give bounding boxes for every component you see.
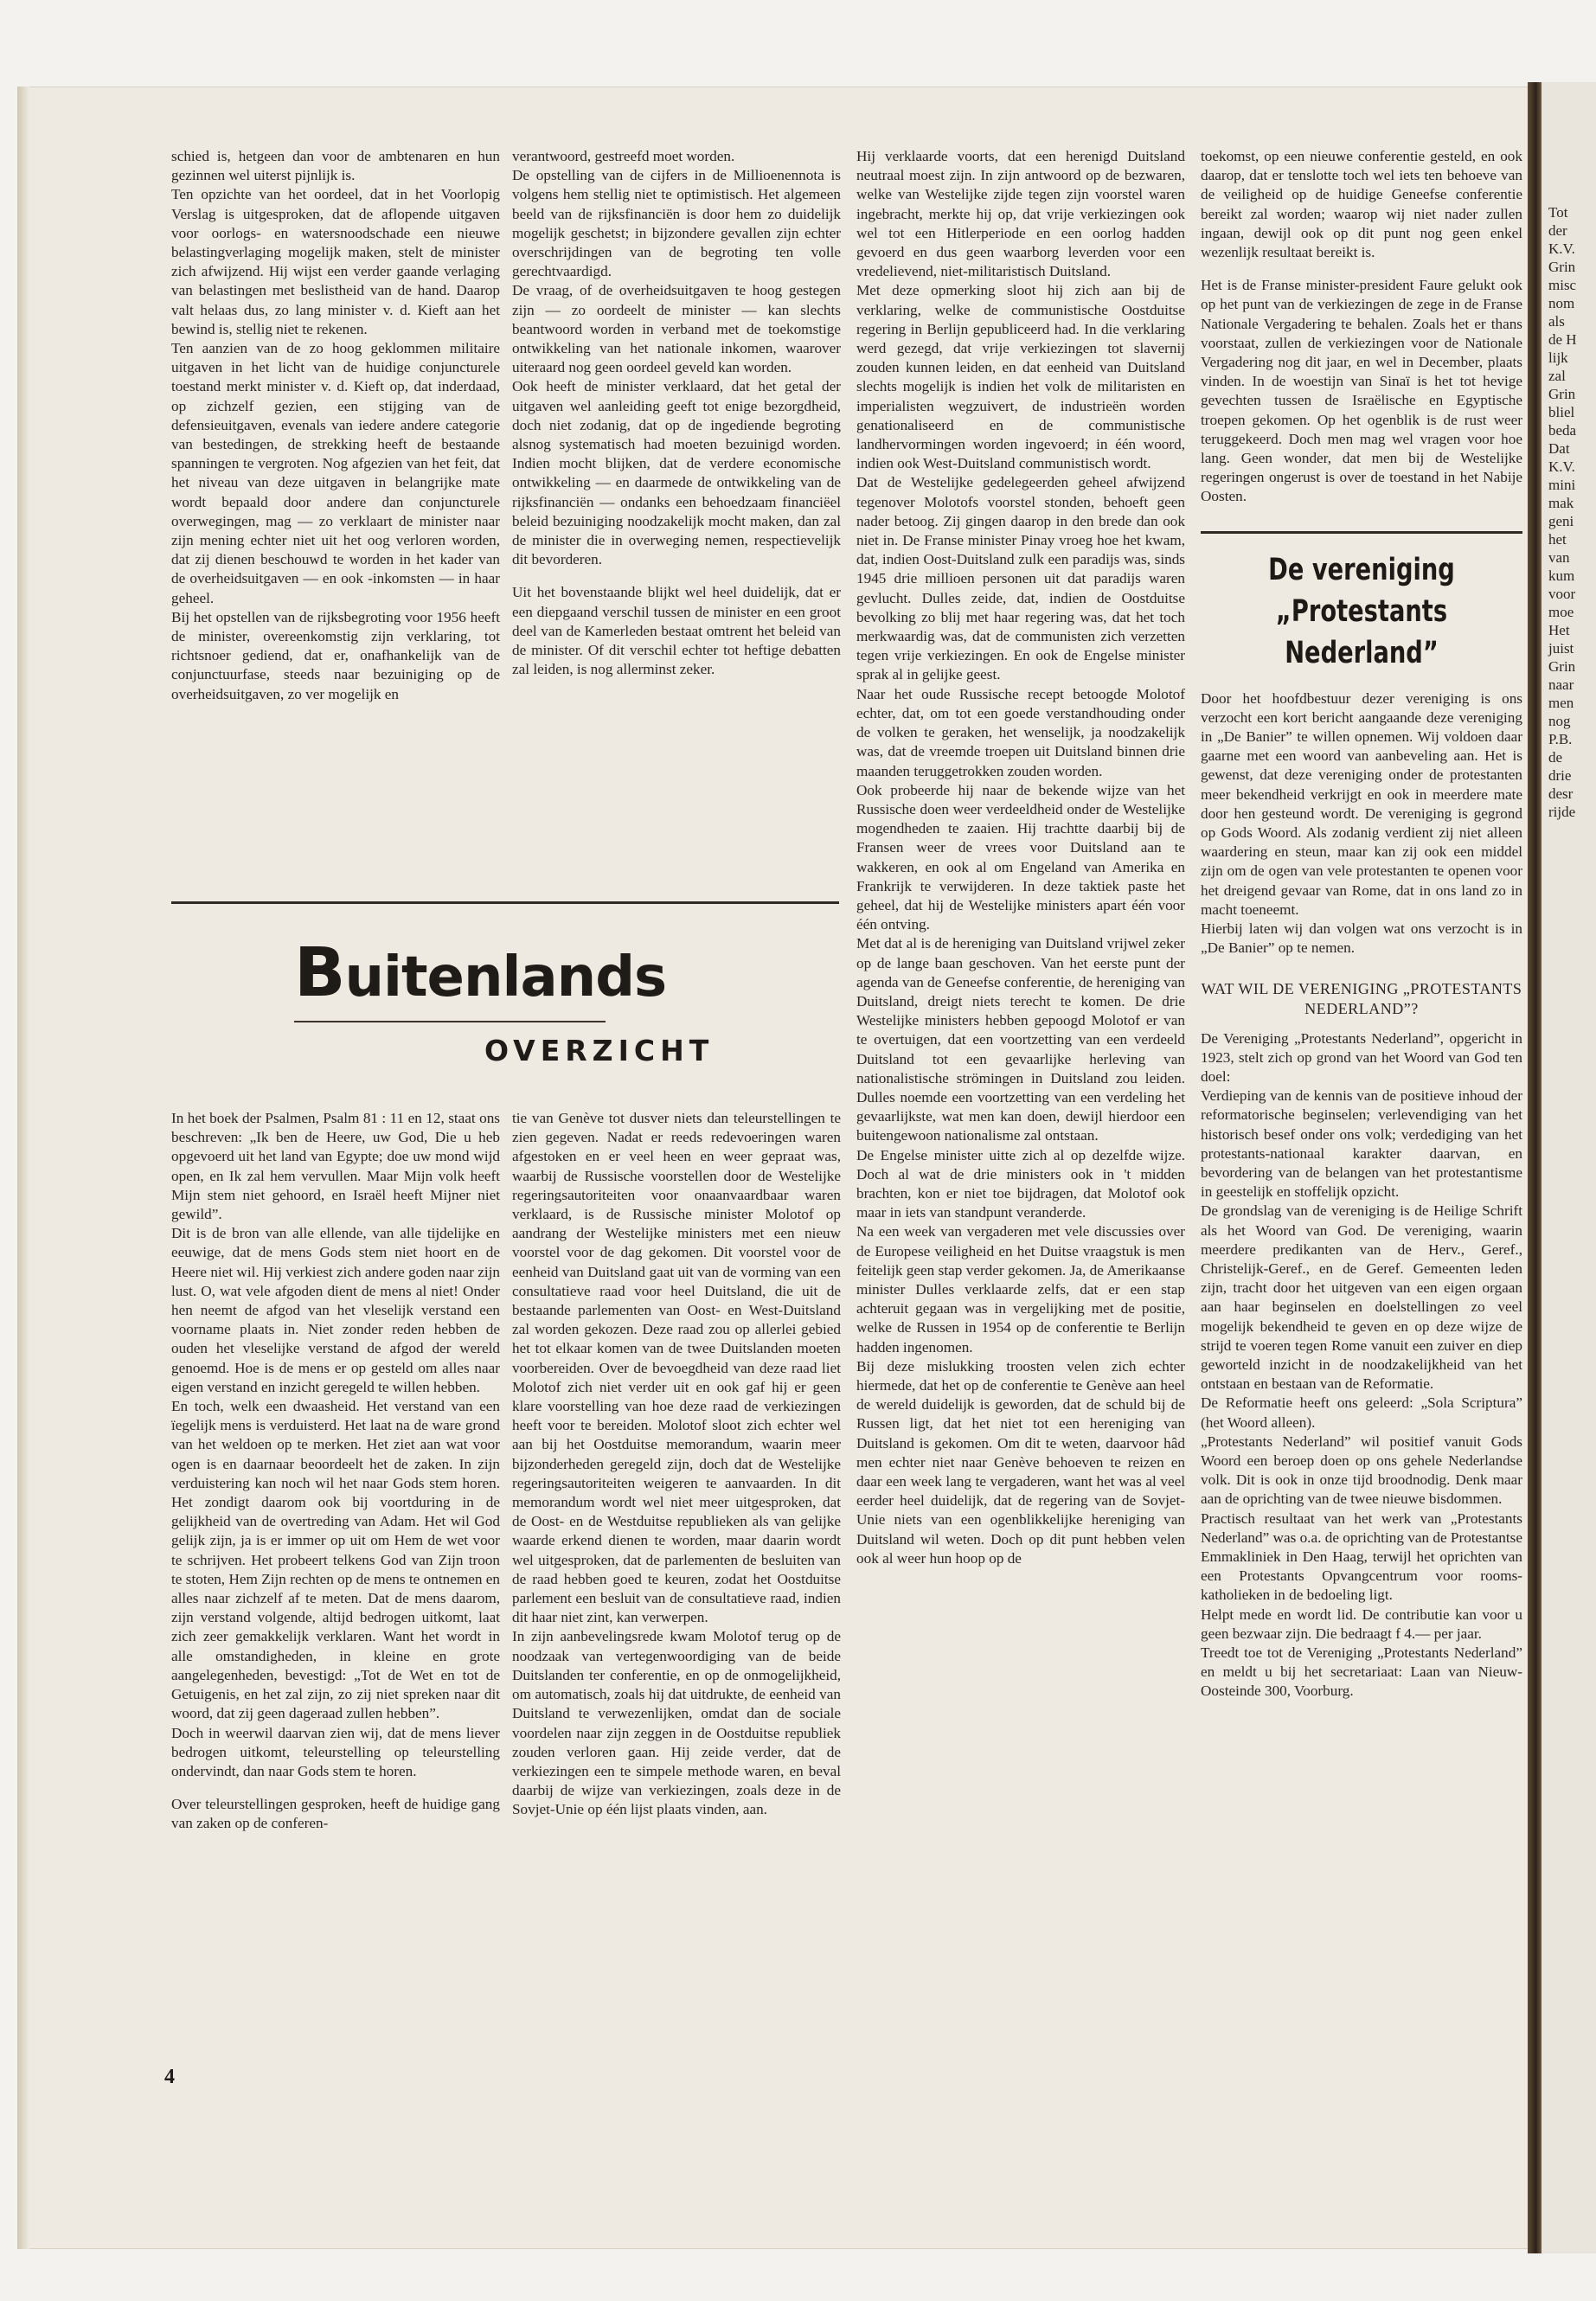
next-page-fragment: K.V. xyxy=(1548,240,1575,257)
next-page-fragment: beda xyxy=(1548,422,1577,439)
next-page-fragment: geni xyxy=(1548,513,1574,529)
article-body xyxy=(1201,1029,1522,1702)
paragraph: Helpt mede en wordt lid. De contributie kan voor u geen bezwaar zijn. Die bedraagt f 4.— per jaar. xyxy=(1201,1606,1522,1642)
next-page-fragment: men xyxy=(1548,695,1574,711)
paragraph: De Reformatie heeft ons geleerd: „Sola Scriptura” (het Woord alleen). xyxy=(1201,1394,1522,1431)
paragraph: verantwoord, gestreefd moet worden. xyxy=(512,148,735,164)
paragraph: Uit het bovenstaande blijkt wel heel duidelijk, dat er een diepgaand verschil tussen de minister en een groot deel van de Kamerleden bestaat omtrent het beleid van de minister. Of dit verschil echter tot heftige debatten zal leiden, is nog allerminst zeker. xyxy=(512,584,841,678)
paragraph: Bij deze mislukking troosten velen zich echter hiermede, dat het op de conferentie te Genève aan heel de wereld duidelijk is geworden, dat de schuld bij de Russen ligt, dat het niet tot een hereniging van Duitsland is gekomen. Om dit te weten, daarvoor hâd men echter niet naar Genève behoeven te reizen en daar een week lang te vergaderen, want het was al veel eerder heel duidelijk, dat de regering van de Sovjet-Unie niets van een ogenblikkelijke hereniging van Duitsland wil weten. Doch op dit punt hebben velen ook al weer hun hoop op de xyxy=(856,1357,1185,1567)
next-page-fragment: mak xyxy=(1548,495,1574,511)
paragraph: Practisch resultaat van het werk van „Protestants Nederland” was o.a. de oprichting van de Protestantse Emmakliniek in Den Haag, terwijl het oprichten van een Protestants Opvangcentrum voor rooms-katholieken in de bedoeling ligt. xyxy=(1201,1509,1522,1604)
next-page-fragment: desr xyxy=(1548,785,1574,802)
next-page-fragment: Tot xyxy=(1548,204,1568,221)
next-page-fragment: als xyxy=(1548,313,1565,330)
next-page-fragment: nom xyxy=(1548,295,1575,311)
section-title-initial: B xyxy=(294,934,345,1012)
next-page-fragment: juist xyxy=(1548,640,1574,657)
next-page-fragment: misc xyxy=(1548,277,1577,293)
paragraph: Na een week van vergaderen met vele discussies over de Europese veiligheid en het Duitse vraagstuk is men feitelijk geen stap verder gekomen. Ja, de Amerikaanse minister Dulles verklaarde zelfs, dat er een stap achteruit gegaan was in vergelijking met de positie, welke de Russen in 1954 op de conferentie te Berlijn hadden ingenomen. xyxy=(856,1223,1185,1356)
section-subtitle: OVERZICHT xyxy=(484,1034,715,1067)
section-title-rest: uitenlands xyxy=(344,945,667,1009)
paragraph: Door het hoofdbestuur dezer vereniging is ons verzocht een kort bericht aangaande deze vereniging in „De Banier” te willen opnemen. Wij voldoen daar gaarne met een woord van aanbeveling aan. Het is gewenst, dat deze vereniging onder de protestanten meer bekendheid verkrijgt en ook in meerdere mate door hen gesteund wordt. De vereniging is gegrond op Gods Woord. Als zodanig verdient zij niet alleen waardering en steun, maar kan zij ook een middel zijn om de ogen van vele protestanten te openen voor het dreigend gevaar van Rome, dat in ons land zo in macht toeneemt. xyxy=(1201,689,1522,918)
paragraph: Verdieping van de kennis van de positieve inhoud der reformatorische beginselen; verlevendiging van het historisch besef onder ons volk; verdediging van het protestants-nationaal karakter daarvan, en bevordering van de belangen van het protestantisme in geestelijk en stoffelijk opzicht. xyxy=(1201,1087,1522,1201)
paragraph: Dit is de bron van alle ellende, van alle tijdelijke en eeuwige, dat de mens Gods stem niet hoort en de Heere niet wil. Hij verkiest zich andere goden naar zijn lust. O, wat vele afgoden dient de mens al niet! Onder hen neemt de afgod van het vleselijk verstand een voorname plaats in. Niet zonder reden hebben de ouden het vleselijke verstand de afgod der wereld genoemd. Hoe is de mens er op gesteld om alles naar eigen verstand en inzicht geregeld te willen hebben. xyxy=(171,1225,500,1395)
paragraph: In het boek der Psalmen, Psalm 81 : 11 en 12, staat ons beschreven: „Ik ben de Heere, uw God, Die u heb opgevoerd uit het land van Egypte; doe uw mond wijd open, en Ik zal hem vervullen. Maar Mijn volk heeft Mijn stem niet gehoord, en Israël heeft Mijner niet gewild”. xyxy=(171,1110,500,1223)
next-page-fragment: kum xyxy=(1548,567,1575,584)
next-page-fragment: P.B. xyxy=(1548,731,1573,747)
paragraph: Ook probeerde hij naar de bekende wijze van het Russische doen weer verdeeldheid onder de Westelijke mogendheden te zaaien. Hij trachtte daarbij bij de Fransen weer de vrees voor Duitsland aan te wakkeren, en ook al om Engeland van Amerika en Frankrijk te verwijderen. In deze taktiek paste het geheel, dat hij de Westelijke ministers apart één voor één ontving. xyxy=(856,781,1185,933)
paragraph: Met deze opmerking sloot hij zich aan bij de verklaring, welke de communistische Oostduitse regering in Berlijn gepubliceerd had. In die verklaring werd gezegd, dat vrije verkiezingen tot slavernij zouden kunnen leiden, en dat eenheid van Duitsland slechts mogelijk is indien het volk de militaristen en imperialisten wegzuivert, de industrieën worden genationaliseerd en de communistische landhervormingen worden ingevoerd; in één woord, indien ook West-Duitsland communistisch wordt. xyxy=(856,282,1185,472)
paragraph: De Vereniging „Protestants Nederland”, opgericht in 1923, stelt zich op grond van het Woord van God ten doel: xyxy=(1201,1029,1522,1085)
title-underline xyxy=(294,1021,606,1022)
next-page-fragment: Grin xyxy=(1548,658,1576,675)
paragraph: toekomst, op een nieuwe conferentie gesteld, en ook daarop, dat er tenslotte toch wel iets ten behoeve van de veiligheid op de huidige Geneefse conferentie bereikt zal worden; waarop wij niet nader zullen ingaan, dewijl ook op dit punt nog geen enkel wezenlijk resultaat bereikt is. xyxy=(1201,148,1522,261)
next-page-fragment: de xyxy=(1548,749,1563,766)
top-column-1 xyxy=(171,147,500,704)
article-title: De vereniging „Protestants Nederland” xyxy=(1268,552,1455,670)
paragraph: Ook heeft de minister verklaard, dat het getal der uitgaven wel aanleiding geeft tot enige bezorgdheid, doch niet zodanig, dat op de ingediende begroting alsnog systematisch had moeten bezuinigd worden. Indien mocht blijken, dat de verdere economische ontwikkeling — en daarmede de ontwikkeling van de rijksfinanciën — ondanks een behoedzaam financiëel beleid bezuiniging noodzakelijk mocht maken, dan zal de minister die in overweging nemen, respectievelijk dit bevorderen. xyxy=(512,378,841,568)
book-binding xyxy=(1528,82,1542,2253)
column-3 xyxy=(856,147,1185,1568)
bottom-column-2 xyxy=(512,1109,841,1820)
column-4-intro xyxy=(1201,147,1522,507)
paragraph: In zijn aanbevelingsrede kwam Molotof terug op de noodzaak van vertegenwoordiging van de beide Duitslanden ter conferentie, en op de onmogelijkheid, om automatisch, zoals hij dat uitdrukte, de eenheid van Duitsland te verwezenlijken, omdat dan de sociale voordelen naar zijn zeggen in de Oostduitse republiek zouden verloren gaan. Hij zeide verder, dat de verkiezingen een te simpele methode waren, en beval daarbij de wijze van verkiezingen, zoals deze in de Sovjet-Unie op één lijst plaats vinden, aan. xyxy=(512,1628,841,1818)
paragraph: Hij verklaarde voorts, dat een herenigd Duitsland neutraal moest zijn. In zijn antwoord op de bezwaren, welke van Westelijke zijde tegen zijn voorstel waren ingebracht, merkte hij op, dat vrije verkiezingen ook wel tot een Hitlerperiode en een oorlog hadden gevoerd en dus geen waarborg leverden voor een vredelievend, niet-militaristisch Duitsland. xyxy=(856,148,1185,280)
next-page-fragment: lijk xyxy=(1548,349,1568,366)
paragraph: Het is de Franse minister-president Faure gelukt ook op het punt van de verkiezingen de zege in de Franse Nationale Vergadering te behalen. Zoals het er thans voorstaat, zullen de verkiezingen voor de Nationale Vergadering nog dit jaar, en wel in December, plaats vinden. In de woestijn van Sinaï is het tot hevige gevechten tussen de Israëlische en Egyptische troepen gekomen. Op het ogenblik is de rust weer teruggekeerd. Doch men mag wel vragen voor hoe lang. Geen wonder, dat men bij de Westelijke regeringen ongerust is over de toestand in het Nabije Oosten. xyxy=(1201,277,1522,505)
paragraph: De grondslag van de vereniging is de Heilige Schrift als het Woord van God. De vereniging, waarin meerdere predikanten van de Herv., Geref., Christelijk-Geref., en de Geref. Gemeenten leden zijn, tracht door het uitgeven van een eigen orgaan aan haar beginselen en doelstellingen zo veel mogelijk bekendheid te geven en op deze wijze de strijd te voeren tegen Rome vanuit een zuiver en diep geworteld inzicht in de noodzakelijkheid van het ontstaan en bestaan van de Reformatie. xyxy=(1201,1202,1522,1393)
paragraph: Doch in weerwil daarvan zien wij, dat de mens liever bedrogen uitkomt, teleurstelling op teleurstelling ondervindt, dan naar Gods stem te horen. xyxy=(171,1724,500,1779)
next-page-fragment: het xyxy=(1548,531,1567,548)
next-page-fragment: nog xyxy=(1548,713,1571,729)
article-rule xyxy=(1201,531,1522,534)
bottom-column-1 xyxy=(171,1109,500,1834)
next-page-fragment: zal xyxy=(1548,368,1566,384)
paragraph: Bij het opstellen van de rijksbegroting voor 1956 heeft de minister, overeenkomstig zijn verklaring, tot richtsnoer gediend, dat er, onafhankelijk van de conjunctuurfase, steeds naar bezuiniging op de overheidsuitgaven, zo ver mogelijk en xyxy=(171,608,500,702)
adjacent-page-fragment xyxy=(1542,82,1596,2253)
next-page-fragment: K.V. xyxy=(1548,458,1575,475)
paragraph: Treedt toe tot de Vereniging „Protestants Nederland” en meldt u bij het secretariaat: Laan van Nieuw-Oosteinde 300, Voorburg. xyxy=(1201,1644,1522,1700)
next-page-fragment: drie xyxy=(1548,767,1572,784)
paragraph: En toch, welk een dwaasheid. Het verstand van een ïegelijk mens is verduisterd. Het laat na de ware grond van het weldoen op te merken. Het ziet aan wat voor ogen is en daarnaar beoordeelt het de zaken. In zijn verduistering kan noch wil het naar Gods stem horen. Het zondigt daarom ook bij voortduring in de gelijkheid van de overtreding van Adam. Het wil God gelijk zijn, ja is er immer op uit om Hem de wet voor te schrijven. Het probeert telkens God van Zijn troon te stoten, Hem Zijn rechten op de mens te ontnemen en alles naar zichzelf af te meten. Dat de mens daarom, zijn verstand volgende, altijd bedrogen uitkomt, laat zich zeer gemakkelijk verklaren. Want het wordt in alle omstandigheden, in kleine en grote aangelegenheden, bevestigd: „Tot de Wet en tot de Getuigenis, en het zal zijn, zo zij niet spreken naar dit woord, dat zij geen dageraad zullen hebben”. xyxy=(171,1398,500,1722)
next-page-fragment: naar xyxy=(1548,676,1574,693)
next-page-fragment: der xyxy=(1548,222,1567,239)
next-page-fragment: Het xyxy=(1548,622,1570,638)
section-rule xyxy=(171,901,839,904)
next-page-fragment: de H xyxy=(1548,331,1577,348)
paragraph: Naar het oude Russische recept betoogde Molotof echter, dat, om tot een goede verstandhouding onder de volken te geraken, het wenselijk, ja noodzakelijk was, dat de vreemde troepen uit Duitsland binnen drie maanden teruggetrokken zouden worden. xyxy=(856,685,1185,779)
next-page-fragment: mini xyxy=(1548,477,1576,493)
article-intro xyxy=(1201,689,1522,958)
next-page-fragment: rijde xyxy=(1548,804,1576,820)
paragraph: De vraag, of de overheidsuitgaven te hoog gestegen zijn — zo oordeelt de minister — kan slechts beantwoord worden in verband met de toekomstige ontwikkeling van het nationale inkomen, waarover uiteraard nog geen oordeel geveld kan worden. xyxy=(512,282,841,376)
next-page-fragment: Dat xyxy=(1548,440,1570,457)
next-page-fragment: moe xyxy=(1548,604,1574,620)
paragraph: tie van Genève tot dusver niets dan teleurstellingen te zien gegeven. Nadat er reeds redevoeringen waren afgestoken en er veel heen en weer gepraat was, waarbij de Russische voorstellen door de Westelijke regeringsautoriteiten voor onaanvaardbaar waren verklaard, is de Russische minister Molotof op aandrang der Westelijke ministers met een nieuw voorstel voor de dag gekomen. Dit voorstel voor de eenheid van Duitsland gaat uit van de vorming van een consultatieve raad voor heel Duitsland, die uit de bestaande parlementen van Oost- en West-Duitsland zal worden gekozen. Deze raad zou op allerlei gebied het tot elkaar komen van de twee Duitslanden moeten voorbereiden. Over de bevoegdheid van deze raad liet Molotof zich niet verder uit en ook gaf hij er geen klare voorstelling van hoe deze raad de verkiezingen heeft voor te bereiden. Molotof sloot zich echter wel aan bij het Oostduitse memorandum, waarin meer bijzonderheden geregeld zijn, doch dat de Westelijke regeringsautoriteiten weigeren te aanvaarden. In dit memorandum wordt wel niet meer uitgesproken, dat de Oost- en de Westduitse republieken als van gelijke waarde erkend dienen te worden, maar daarin wordt wel uitgesproken, dat de parlementen de besluiten van de raad hebben goed te keuren, zodat het Oostduitse parlement een besluit van de consultatieve raad, indien dit haar niet zint, kan verwerpen. xyxy=(512,1110,841,1626)
next-page-fragment: Grin xyxy=(1548,386,1576,402)
paragraph: Ten opzichte van het oordeel, dat in het Voorlopig Verslag is uitgesproken, dat de aflopende uitgaven voor oorlogs- en watersnoodschade een nieuwe belastingverlaging mogelijk maken, stelt de minister zich afwijzend. Hij wijst een verder gaande verlaging van belastingen met beslistheid van de hand. Daarop valt helaas dus, zo lang minister v. d. Kieft aan het bewind is, stellig niet te rekenen. xyxy=(171,186,500,337)
next-page-fragment: bliel xyxy=(1548,404,1575,420)
paragraph: Over teleurstellingen gesproken, heeft de huidige gang van zaken op de conferen- xyxy=(171,1796,500,1832)
paragraph: „Protestants Nederland” wil positief vanuit Gods Woord een beroep doen op ons gehele Nederlandse volk. Dit is ook in onze tijd broodnodig. Denk maar aan de oprichting van de twee nieuwe bisdommen. xyxy=(1201,1433,1522,1508)
page-edge-shadow xyxy=(17,87,29,2249)
paragraph: Dat de Westelijke gedelegeerden geheel afwijzend tegenover Molotofs voorstel stonden, behoeft geen nader betoog. Zij gingen daarop in den brede dan ook niet in. De Franse minister Pinay vroeg hoe het kwam, dat, indien Oost-Duitsland zulk een paradijs was, sinds 1945 drie millioen personen uit dat paradijs waren gevlucht. Dulles zeide, dat, indien de Oostduitse bevolking zo blij met haar regering was, dat het toch merkwaardig was, dat de communisten zich verzetten tegen vrije verkiezingen. En ook de Engelse minister sprak al in gelijke geest. xyxy=(856,474,1185,683)
paragraph: Met dat al is de hereniging van Duitsland vrijwel zeker op de lange baan geschoven. Van het eerste punt der agenda van de Geneefse conferentie, de hereniging van Duitsland, dreigt niets terecht te komen. De drie Westelijke ministers hebben gepoogd Molotof er van te overtuigen, dat een voortzetting van een verdeeld Duitsland tot een gevaarlijke herleving van nationalistische strömingen in Duitsland zou leiden. Dulles noemde een voortzetting van een verdeling het gevaarlijkste, wat men kan doen, dewijl hierdoor een buitengewoon nationalisme zal ontstaan. xyxy=(856,935,1185,1144)
paragraph: De opstelling van de cijfers in de Millioenennota is volgens hem stellig niet te optimistisch. Het algemeen beeld van de rijksfinanciën is door hem zo duidelijk mogelijk geschetst; in bijzondere gevallen zijn echter overschrijdingen van de begroting ten volle gerechtvaardigd. xyxy=(512,167,841,280)
page-number: 4 xyxy=(164,2066,175,2088)
next-page-fragment: Grin xyxy=(1548,259,1576,275)
paragraph: schied is, hetgeen dan voor de ambtenaren en hun gezinnen wel uiterst pijnlijk is. xyxy=(171,148,500,184)
next-page-fragment: voor xyxy=(1548,586,1576,602)
column-4 xyxy=(1201,147,1522,1702)
paragraph: Ten aanzien van de zo hoog geklommen militaire uitgaven in het licht van de huidige conjuncturele toestand merkt minister v. d. Kieft op, dat inderdaad, op zichzelf gezien, een stijging van de defensieuitgaven, evenals van iedere andere categorie van bestedingen, de strekking heeft de bestaande spanningen te vergroten. Nog afgezien van het feit, dat het niveau van deze uitgaven in belangrijke mate wordt bepaald door andere dan conjuncturele overwegingen, mag — zo verklaart de minister naar zijn mening echter niet uit het oog verloren worden, dat zij dienen beschouwd te worden in het kader van de overheidsuitgaven — en ook -inkomsten — in haar geheel. xyxy=(171,340,500,606)
next-page-fragment: van xyxy=(1548,549,1570,566)
section-title xyxy=(294,934,666,1012)
top-column-2 xyxy=(512,147,841,679)
article-subtitle: WAT WIL DE VERENIGING „PROTESTANTS NEDERLAND”? xyxy=(1201,979,1522,1017)
paragraph: Hierbij laten wij dan volgen wat ons verzocht is in „De Banier” op te nemen. xyxy=(1201,920,1522,957)
paragraph: De Engelse minister uitte zich al op dezelfde wijze. Doch al wat de drie ministers ook in 't midden brachten, kon er niet toe bijdragen, dat Molotof ook maar in iets van standpunt veranderde. xyxy=(856,1146,1185,1221)
